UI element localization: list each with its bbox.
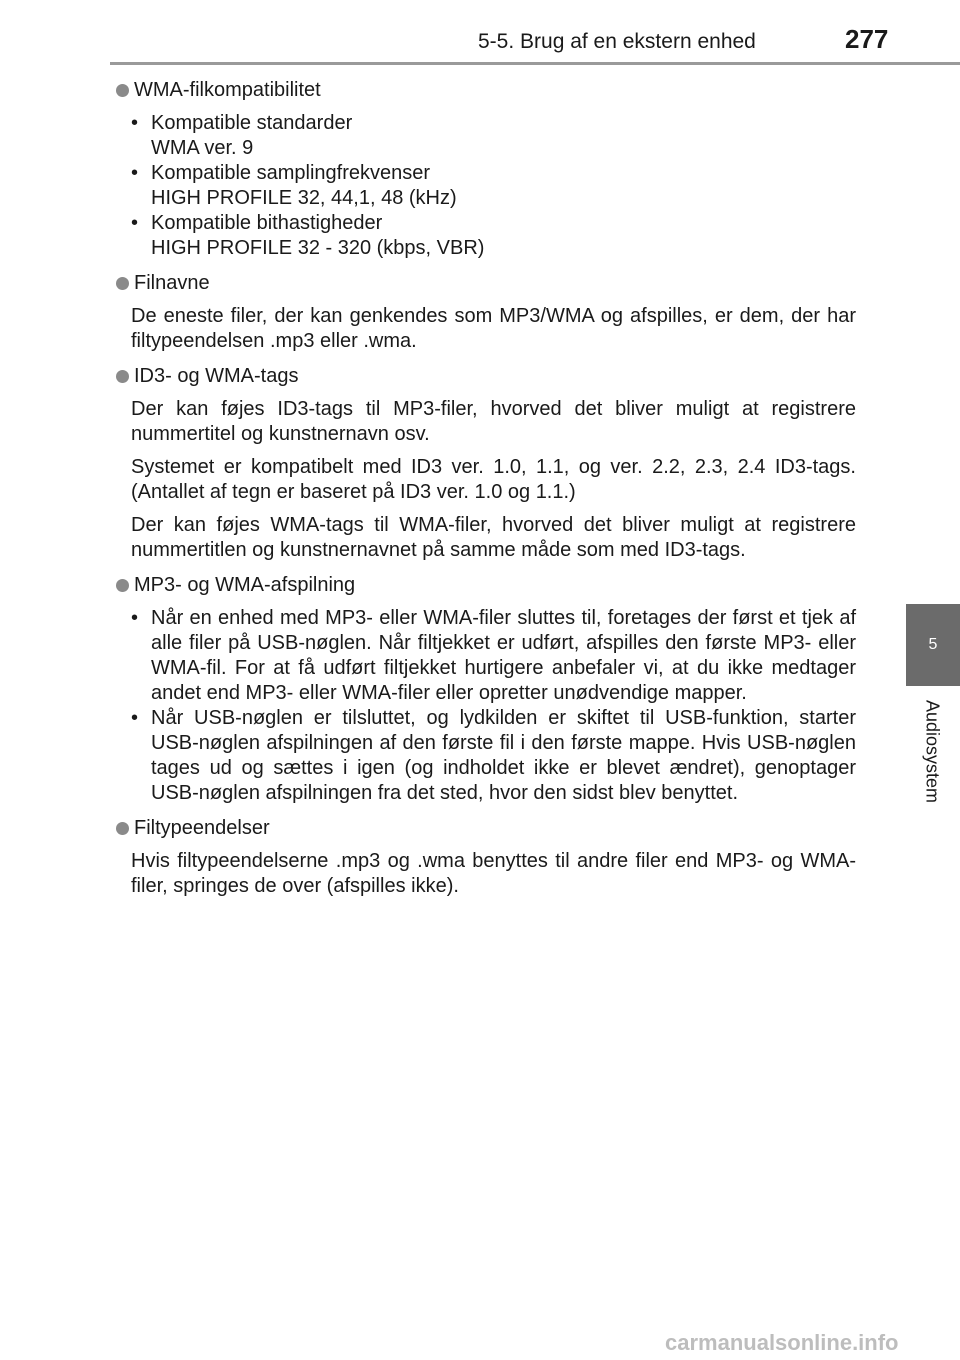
bullet-icon [116,822,129,835]
page-content [112,78,856,909]
bullet-icon: • [131,212,139,234]
bullet-icon: • [131,162,139,184]
list-item-text: Når USB-nøglen er tilsluttet, og lydkilden er skiftet til USB-funktion, starter USB-nøglen afspilningen af den første fil i den første mappe. Hvis USB-nøglen tages ud og sættes i igen (og indholdet ikke er blevet ændret), genoptager USB-nøglen afspilningen fra det sted, hvor den sidst blev benyttet. [151,707,856,804]
section-wma-compat [112,78,856,261]
section-heading [112,364,856,389]
spec-label: Kompatible standarder [151,112,353,134]
paragraph: De eneste filer, der kan genkendes som MP3/WMA og afspilles, er dem, der har filtypeendelsen .mp3 eller .wma. [131,305,856,352]
section-heading [112,78,856,103]
heading-text: Filnavne [134,272,210,294]
section-header: 5-5. Brug af en ekstern enhed [478,30,756,53]
section-heading [112,271,856,296]
bullet-icon: • [131,707,139,729]
list-item [131,706,856,806]
section-extensions [112,816,856,899]
header-divider [110,62,960,65]
section-filenames [112,271,856,354]
section-playback [112,573,856,806]
bullet-icon: • [131,607,139,629]
section-tags [112,364,856,563]
playback-list [112,606,856,806]
paragraph: Der kan føjes ID3-tags til MP3-filer, hvorved det bliver muligt at registrere nummertitel og kunstnernavn osv. [131,398,856,445]
spec-label: Kompatible samplingfrekvenser [151,162,431,184]
bullet-icon [116,84,129,97]
list-item [131,111,856,161]
list-item [131,606,856,706]
paragraph: Systemet er kompatibelt med ID3 ver. 1.0, 1.1, og ver. 2.2, 2.3, 2.4 ID3-tags. (Antallet af tegn er baseret på ID3 ver. 1.0 og 1.1.) [131,456,856,503]
heading-text: MP3- og WMA-afspilning [134,574,356,596]
chapter-number: 5 [928,636,938,653]
section-heading [112,573,856,598]
section-heading [112,816,856,841]
watermark: carmanualsonline.info [665,1330,899,1355]
bullet-icon: • [131,112,139,134]
heading-text: WMA-filkompatibilitet [134,79,321,101]
list-item [131,161,856,211]
chapter-label: Audiosystem [922,700,943,804]
spec-value: HIGH PROFILE 32, 44,1, 48 (kHz) [151,187,457,209]
chapter-tab [906,604,960,686]
paragraph: Hvis filtypeendelserne .mp3 og .wma benyttes til andre filer end MP3- og WMA-filer, springes de over (afspilles ikke). [131,850,856,897]
heading-text: Filtypeendelser [134,817,270,839]
list-item [131,211,856,261]
spec-value: WMA ver. 9 [151,137,254,159]
bullet-icon [116,370,129,383]
spec-label: Kompatible bithastigheder [151,212,383,234]
list-item-text: Når en enhed med MP3- eller WMA-filer sluttes til, foretages der først et tjek af alle filer på USB-nøglen. Når filtjekket er udført, afspilles den første MP3- eller WMA-fil. For at få udført filtjekket hurtigere anbefaler vi, at du ikke medtager andet end MP3- eller WMA-filer eller opretter unødvendige mapper. [151,607,856,704]
page-number: 277 [845,24,889,54]
spec-list [112,111,856,261]
spec-value: HIGH PROFILE 32 - 320 (kbps, VBR) [151,237,485,259]
bullet-icon [116,277,129,290]
heading-text: ID3- og WMA-tags [134,365,299,387]
bullet-icon [116,579,129,592]
paragraph: Der kan føjes WMA-tags til WMA-filer, hvorved det bliver muligt at registrere nummertitlen og kunstnernavnet på samme måde som med ID3-tags. [131,514,856,561]
